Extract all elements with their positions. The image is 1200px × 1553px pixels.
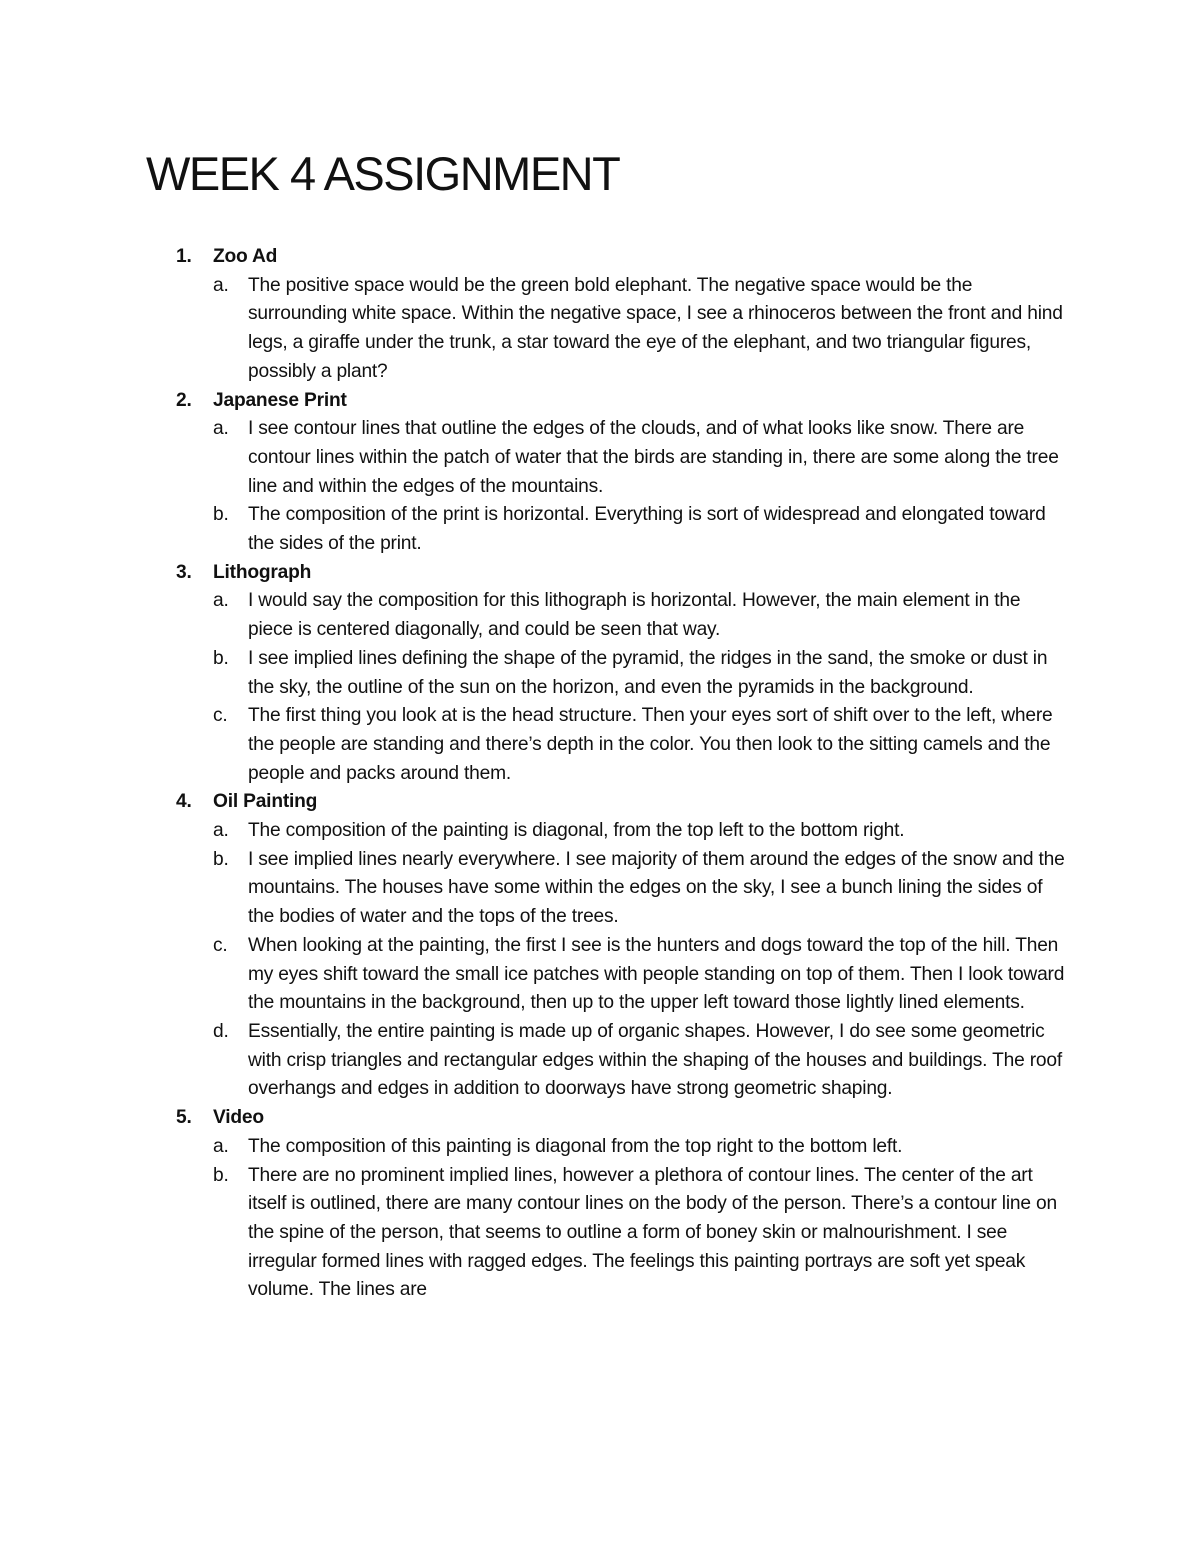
question-list [176, 243, 1066, 1305]
answer-text: The composition of the print is horizontal. Everything is sort of widespread and elongated toward the sides of the print. [248, 504, 1046, 555]
answer-list [213, 817, 1066, 1104]
answer-item [213, 501, 1066, 558]
answer-text: I would say the composition for this lithograph is horizontal. However, the main element in the piece is centered diagonally, and could be seen that way. [248, 590, 1021, 641]
question-number: 1. [176, 246, 192, 267]
answer-item [213, 702, 1066, 788]
answer-item [213, 817, 1066, 846]
question-number: 5. [176, 1107, 192, 1129]
answer-text: The composition of this painting is diagonal from the top right to the bottom left. [248, 1135, 903, 1157]
answer-text: Essentially, the entire painting is made up of organic shapes. However, I do see some geometric with crisp triangles and rectangular edges within the shaping of the houses and buildings. The roof overhangs and edges in addition to doorways have strong geometric shaping. [248, 1020, 1062, 1100]
question-number: 4. [176, 791, 192, 813]
answer-letter: a. [213, 1135, 229, 1157]
answer-letter: a. [213, 820, 229, 842]
question-number: 3. [176, 561, 192, 583]
answer-item [213, 587, 1066, 644]
answer-item [213, 932, 1066, 1018]
question-heading: Oil Painting [213, 791, 318, 813]
answer-text: I see implied lines nearly everywhere. I see majority of them around the edges of the snow and the mountains. The houses have some within the edges on the sky, I see a bunch lining the sides of the bodies of water and the tops of the trees. [248, 848, 1065, 928]
answer-text: There are no prominent implied lines, however a plethora of contour lines. The center of the art itself is outlined, there are many contour lines on the body of the person. There’s a contour line on the spine of the person, that seems to outline a form of boney skin or malnourishment. I see irregular formed lines with ragged edges. The feelings this painting portrays are soft yet speak volume. The lines are [248, 1164, 1057, 1301]
answer-letter: b. [213, 1164, 229, 1186]
question-heading: Zoo Ad [213, 246, 278, 267]
answer-letter: a. [213, 418, 229, 440]
answer-list [213, 415, 1066, 559]
answer-letter: a. [213, 590, 229, 612]
answer-list [213, 1133, 1066, 1305]
page-title: WEEK 4 ASSIGNMENT [146, 147, 620, 200]
answer-text: The composition of the painting is diagonal, from the top left to the bottom right. [248, 820, 905, 842]
question-item [176, 243, 1066, 387]
question-heading: Lithograph [213, 561, 312, 583]
question-item [176, 387, 1066, 559]
answer-list [213, 587, 1066, 788]
answer-list [213, 272, 1066, 387]
answer-text: When looking at the painting, the first I see is the hunters and dogs toward the top of the hill. Then my eyes shift toward the small ice patches with people standing on top of them. Then I look toward the mountains in the background, then up to the upper left toward those lightly lined elements. [248, 934, 1065, 1014]
answer-item [213, 645, 1066, 702]
answer-letter: b. [213, 504, 229, 526]
question-item [176, 788, 1066, 1104]
answer-item [213, 846, 1066, 932]
answer-item [213, 272, 1066, 387]
answer-text: I see implied lines defining the shape of the pyramid, the ridges in the sand, the smoke or dust in the sky, the outline of the sun on the horizon, and even the pyramids in the background. [248, 647, 1048, 698]
answer-item [213, 415, 1066, 501]
answer-letter: c. [213, 705, 228, 727]
question-heading: Japanese Print [213, 389, 347, 411]
answer-text: I see contour lines that outline the edges of the clouds, and of what looks like snow. There are contour lines within the patch of water that the birds are standing in, there are some along the tree line and within the edges of the mountains. [248, 418, 1059, 497]
answer-item [213, 1133, 1066, 1162]
answer-text: The first thing you look at is the head structure. Then your eyes sort of shift over to the left, where the people are standing and there’s depth in the color. You then look to the sitting camels and the people and packs around them. [248, 705, 1053, 784]
answer-text: The positive space would be the green bold elephant. The negative space would be the surrounding white space. Within the negative space, I see a rhinoceros between the front and hind legs, a giraffe under the trunk, a star toward the eye of the elephant, and two triangular figures, possibly a plant? [248, 274, 1063, 382]
answer-letter: b. [213, 848, 229, 870]
answer-item [213, 1018, 1066, 1104]
answer-letter: a. [213, 274, 229, 296]
question-item [176, 559, 1066, 789]
question-number: 2. [176, 389, 192, 411]
answer-letter: c. [213, 934, 228, 956]
question-heading: Video [213, 1107, 264, 1129]
answer-item [213, 1162, 1066, 1306]
answer-letter: b. [213, 647, 229, 669]
question-item [176, 1104, 1066, 1305]
answer-letter: d. [213, 1020, 229, 1042]
